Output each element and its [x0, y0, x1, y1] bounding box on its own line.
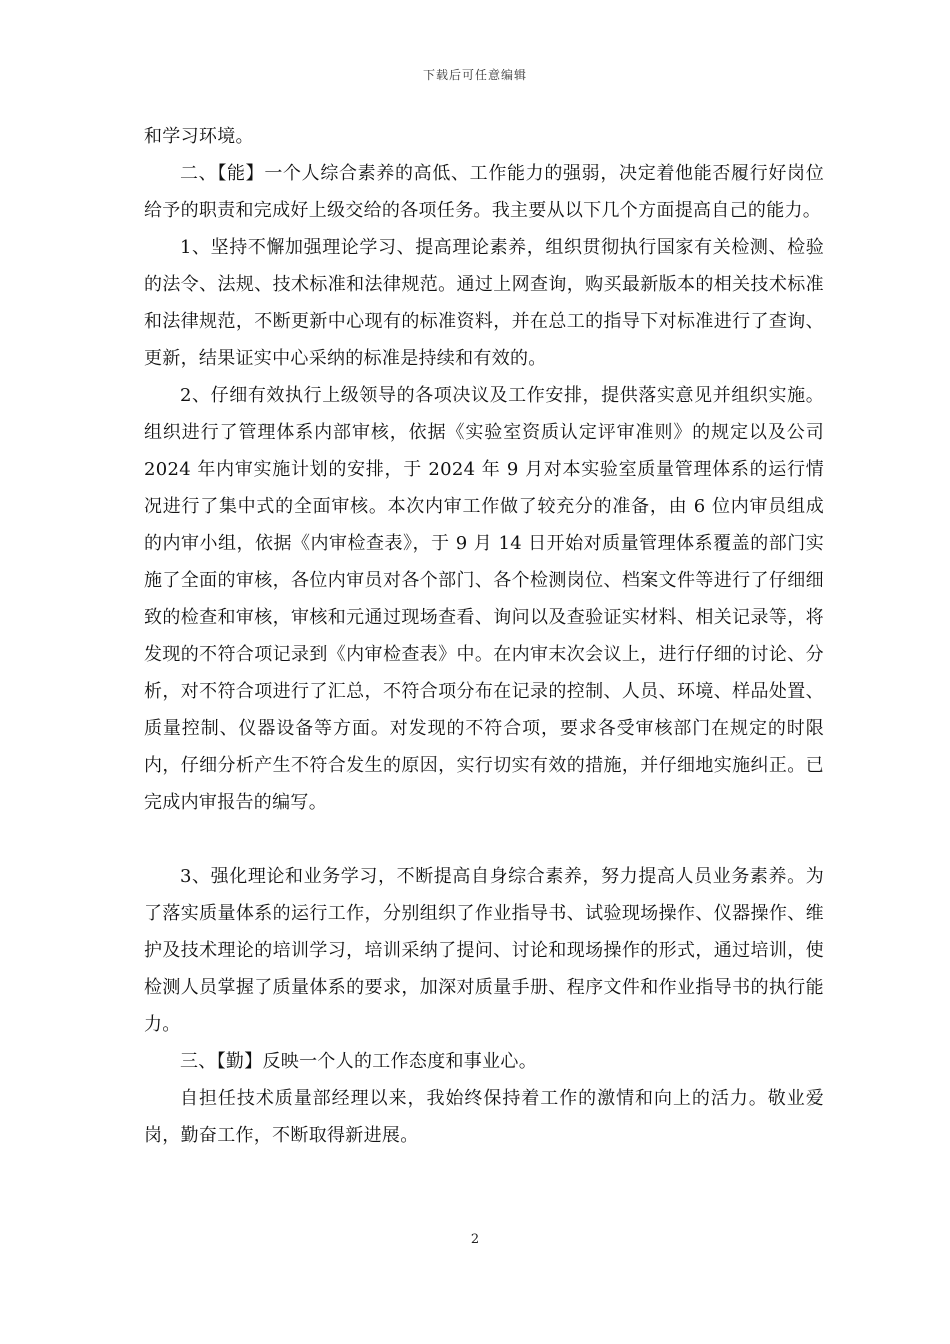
paragraph-continuation: 和学习环境。: [144, 126, 254, 147]
paragraph-item-2: 2、仔细有效执行上级领导的各项决议及工作安排，提供落实意见并组织实施。组织进行了管理体系内部审核，依据《实验室资质认定评审准则》的规定以及公司 2024 年内审实施计划的安排，于 2024 年 9 月对本实验室质量管理体系的运行情况进行了集中式的全面审核。本次内审工作做了较充分的准备，由 6 位内审员组成的内审小组，依据《内审检查表》，于 9 月 14 日开始对质量管理体系覆盖的部门实施了全面的审核，各位内审员对各个部门、各个检测岗位、档案文件等进行了仔细细致的检查和审核，审核和元通过现场查看、询问以及查验证实材料、相关记录等，将发现的不符合项记录到《内审检查表》中。在内审末次会议上，进行仔细的讨论、分析，对不符合项进行了汇总，不符合项分布在记录的控制、人员、环境、样品处置、质量控制、仪器设备等方面。对发现的不符合项，要求各受审核部门在规定的时限内，仔细分析产生不符合发生的原因，实行切实有效的措施，并仔细地实施纠正。已完成内审报告的编写。: [144, 385, 824, 813]
page-header: 下载后可任意编辑: [422, 68, 527, 82]
paragraph-item-1: 1、坚持不懈加强理论学习、提高理论素养，组织贯彻执行国家有关检测、检验的法令、法规、技术标准和法律规范。通过上网查询，购买最新版本的相关技术标准和法律规范，不断更新中心现有的标准资料，并在总工的指导下对标准进行了查询、更新，结果证实中心采纳的标准是持续和有效的。: [144, 237, 824, 369]
paragraph-gap: [144, 821, 824, 858]
page-number: 2: [470, 1232, 480, 1247]
paragraph-section-neng: 二、【能】一个人综合素养的高低、工作能力的强弱，决定着他能否履行好岗位给予的职责和完成好上级交给的各项任务。我主要从以下几个方面提高自己的能力。: [144, 163, 824, 221]
paragraph-item-3: 3、强化理论和业务学习，不断提高自身综合素养，努力提高人员业务素养。为了落实质量体系的运行工作，分别组织了作业指导书、试验现场操作、仪器操作、维护及技术理论的培训学习，培训采纳了提问、讨论和现场操作的形式，通过培训，使检测人员掌握了质量体系的要求，加深对质量手册、程序文件和作业指导书的执行能力。: [144, 866, 824, 1035]
paragraph-qin-detail: 自担任技术质量部经理以来，我始终保持着工作的激情和向上的活力。敬业爱岗，勤奋工作，不断取得新进展。: [144, 1088, 824, 1146]
paragraph-section-qin: 三、【勤】反映一个人的工作态度和事业心。: [180, 1051, 537, 1072]
document-body: [144, 118, 824, 1154]
